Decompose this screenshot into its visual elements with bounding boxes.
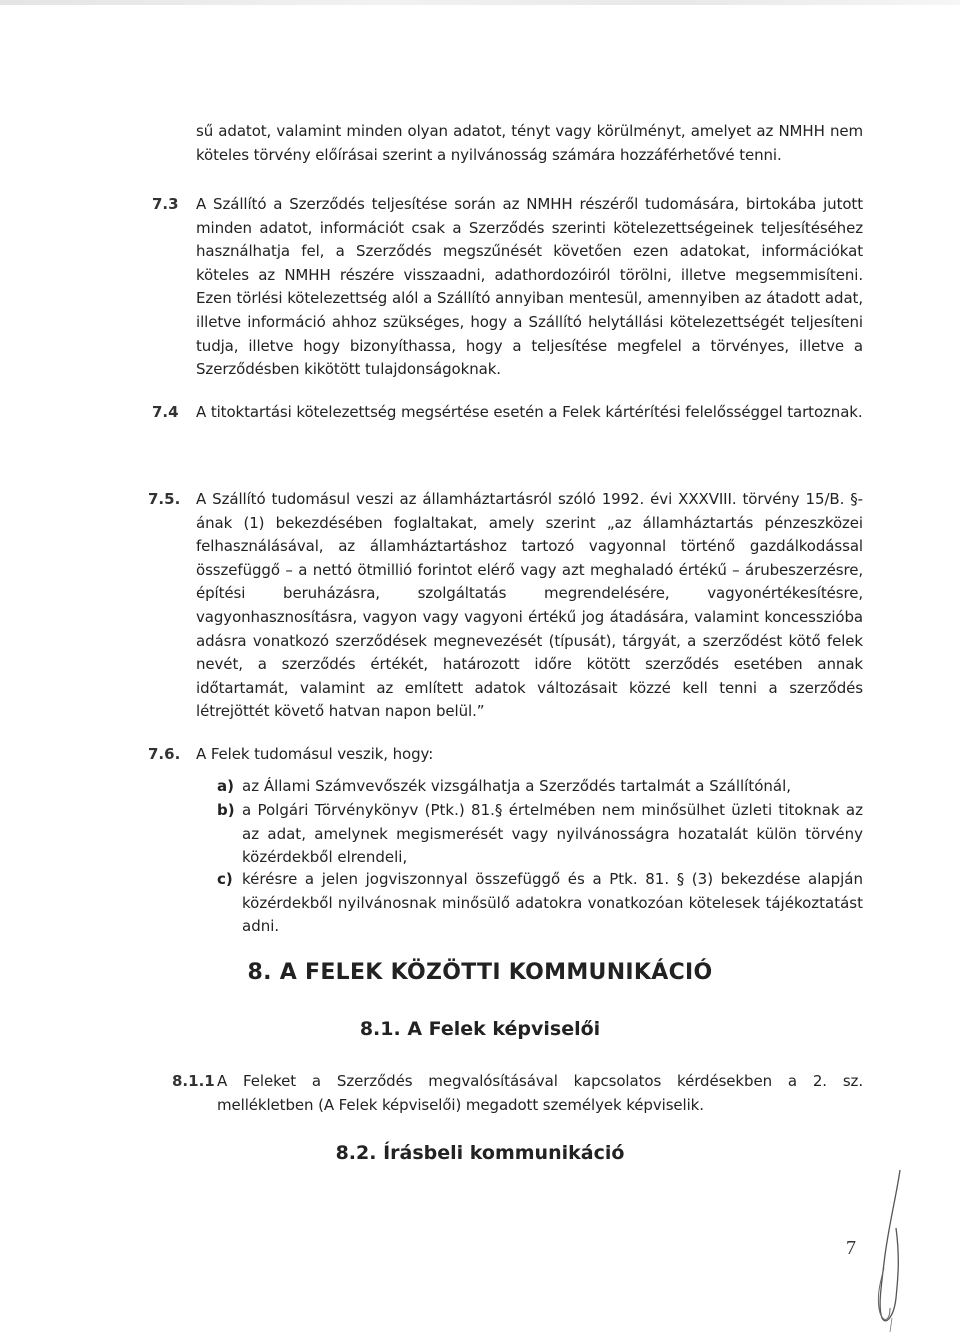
section-heading-8: 8. A FELEK KÖZÖTTI KOMMUNIKÁCIÓ [247, 960, 713, 985]
paragraph-7-6: A Felek tudomásul veszik, hogy: [196, 745, 434, 763]
page-number: 7 [846, 1237, 856, 1259]
section-number-7-3: 7.3 [152, 195, 179, 213]
paragraph-7-5: A Szállító tudomásul veszi az államháztartásról szóló 1992. évi XXXVIII. törvény 15/B. §-ának (1) bekezdésében foglaltakat, amely szerint „az államháztartás pénzeszközei felhasználásával, az államháztartáshoz tartozó vagyonnal történő gazdálkodással összefüggő – a nettó ötmillió forintot elérő vagy azt meghaladó értékű – árubeszerzésre, építési beruházásra, szolgáltatás megrendelésére, vagyonértékesítésre, vagyonhasznosításra, vagyon vagy vagyoni értékű jog átadására, valamint koncesszióba adásra vonatkozó szerződések megnevezését (típusát), tárgyát, a szerződést kötő felek nevét, a szerződés értékét, határozott időre kötött szerződés esetében annak időtartamát, valamint az említett adatok változásait közzé kell tenni a szerződés létrejöttét követő hatvan napon belül.” [196, 490, 863, 721]
list-marker-c: c) [217, 870, 233, 888]
list-marker-a: a) [217, 777, 234, 795]
paragraph-intro-continuation: sű adatot, valamint minden olyan adatot, tényt vagy körülményt, amelyet az NMHH nem köteles törvény előírásai szerint a nyilvánosság számára hozzáférhetővé tenni. [196, 122, 863, 164]
paragraph-7-3: A Szállító a Szerződés teljesítése során az NMHH részéről tudomására, birtokába jutott minden adatot, információt csak a Szerződés szerinti kötelezettségeinek teljesítéséhez használhatja fel, a Szerződés megszűnését követően ezen adatokat, információkat köteles az NMHH részére visszaadni, adathordozóiról törölni, illetve megsemmisíteni. Ezen törlési kötelezettség alól a Szállító annyiban mentesül, amennyiben az átadott adat, illetve információ ahhoz szükséges, hogy a Szállító helytállási kötelezettségét teljesíteni tudja, illetve hogy bizonyíthassa, hogy a teljesítése megfelel a törvényes, illetve a Szerződésben kikötött tulajdonságoknak. [196, 195, 863, 379]
section-number-7-5: 7.5. [148, 490, 181, 508]
paragraph-8-1-1: A Feleket a Szerződés megvalósításával kapcsolatos kérdésekben a 2. sz. mellékletben (A Felek képviselői) megadott személyek képviselik. [217, 1072, 863, 1114]
section-number-7-4: 7.4 [152, 403, 179, 421]
section-number-7-6: 7.6. [148, 745, 181, 763]
scan-top-edge [0, 0, 960, 5]
paragraph-7-4: A titoktartási kötelezettség megsértése esetén a Felek kártérítési felelősséggel tartoznak. [196, 403, 863, 421]
subsection-heading-8-2: 8.2. Írásbeli kommunikáció [335, 1142, 625, 1164]
handwritten-signature [866, 1168, 916, 1333]
subsection-heading-8-1: 8.1. A Felek képviselői [359, 1018, 601, 1040]
list-marker-b: b) [217, 801, 235, 819]
list-item-c: kérésre a jelen jogviszonnyal összefüggő és a Ptk. 81. § (3) bekezdése alapján közérdekből nyilvánosnak minősülő adatokra vonatkozóan kötelesek tájékoztatást adni. [242, 870, 863, 936]
list-item-a: az Állami Számvevőszék vizsgálhatja a Szerződés tartalmát a Szállítónál, [242, 777, 792, 795]
section-number-8-1-1: 8.1.1 [172, 1072, 215, 1090]
list-item-b: a Polgári Törvénykönyv (Ptk.) 81.§ értelmében nem minősülhet üzleti titoknak az az adat, amelynek megismerését vagy nyilvánosságra hozatalát külön törvény közérdekből elrendeli, [242, 801, 863, 867]
